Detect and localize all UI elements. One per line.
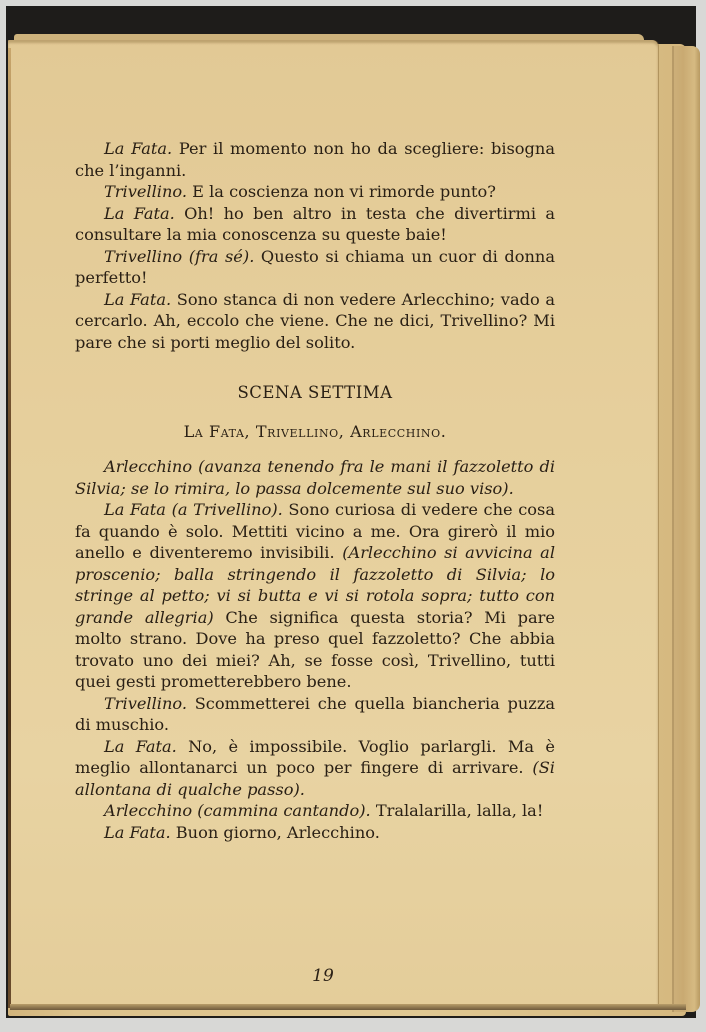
- dialogue-line: [75, 138, 555, 181]
- page-edges-right: [672, 46, 700, 1012]
- stage-direction: (a Trivellino).: [165, 500, 283, 519]
- page-bottom-edge: [10, 1004, 686, 1010]
- speaker-name: La Fata.: [104, 289, 172, 309]
- dialogue-line: [75, 800, 555, 822]
- dialogue-text: Che significa questa storia? Mi pare molto strano. Dove ha preso quel fazzoletto? Che abbia trovato uno dei miei? Ah, se fosse così, Trivellino, tutti quei gesti prometterebbero bene.: [75, 607, 556, 691]
- dialogue-text: Questo si chiama un cuor di donna perfetto!: [75, 246, 555, 287]
- page-text: [75, 138, 555, 843]
- speaker-name: La Fata.: [104, 203, 175, 223]
- dialogue-text: Sono stanca di non vedere Arlecchino; vado a cercarlo. Ah, eccolo che viene. Che ne dici, Trivellino? Mi pare che si porti meglio del solito.: [75, 289, 555, 352]
- speaker-name: Trivellino.: [104, 693, 188, 713]
- speaker-name: Trivellino.: [104, 182, 188, 201]
- speaker-name: La Fata: [104, 500, 166, 519]
- dialogue-line: [75, 499, 555, 693]
- stage-direction: (Si allontana di qualche passo).: [75, 758, 555, 799]
- speaker-name: Trivellino: [104, 246, 183, 266]
- book-spine-line: [8, 48, 11, 1008]
- speaker-name: La Fata.: [104, 139, 173, 158]
- dialogue-text: Buon giorno, Arlecchino.: [170, 822, 380, 842]
- dialogue-text: Per il momento non ho da scegliere: bisogna che l’inganni.: [75, 139, 555, 180]
- dialogue-line: [75, 456, 555, 499]
- dialogue-text: No, è impossibile. Voglio parlargli. Ma è meglio allontanarci un poco per fingere di arrivare.: [75, 736, 555, 777]
- dialogue-line: [75, 203, 555, 246]
- scene-characters: La Fata, Trivellino, Arlecchino.: [183, 421, 447, 441]
- speaker-name: La Fata.: [104, 822, 171, 842]
- dialogue-line: [75, 693, 555, 736]
- book-page: [8, 40, 658, 1008]
- dialogue-text: Scommetterei che quella biancheria puzza di muschio.: [75, 693, 555, 734]
- stage-direction: (avanza tenendo fra le mani il fazzoletto di Silvia; se lo rimira, lo passa dolcemente sul suo viso).: [75, 457, 555, 498]
- stage-direction: (cammina cantando).: [192, 801, 371, 820]
- scene-title: SCENA SETTIMA: [237, 383, 393, 402]
- speaker-name: Arlecchino: [104, 457, 193, 476]
- dialogue-line: [75, 822, 555, 844]
- speaker-name: Arlecchino: [104, 801, 193, 820]
- dialogue-line: [75, 736, 555, 801]
- dialogue-text: Oh! ho ben altro in testa che divertirmi a consultare la mia conoscenza su queste baie!: [75, 203, 555, 244]
- dialogue-text: Tralalarilla, lalla, la!: [370, 801, 544, 820]
- stage-direction: (Arlecchino si avvicina al proscenio; balla stringendo il fazzoletto di Silvia; lo stringe al petto; vi si butta e vi si rotola sopra; tutto con grande allegria): [75, 543, 555, 627]
- dialogue-line: [75, 181, 555, 203]
- dialogue-line: [75, 289, 555, 354]
- dialogue-text: Sono curiosa di vedere che cosa fa quando è solo. Mettiti vicino a me. Ora girerò il mio anello e diventeremo invisibili.: [75, 500, 555, 562]
- dialogue-line: [75, 246, 555, 289]
- stage-direction: (fra sé).: [182, 246, 255, 266]
- page-number: 19: [312, 966, 334, 986]
- dialogue-text: E la coscienza non vi rimorde punto?: [187, 182, 496, 201]
- speaker-name: La Fata.: [104, 736, 177, 756]
